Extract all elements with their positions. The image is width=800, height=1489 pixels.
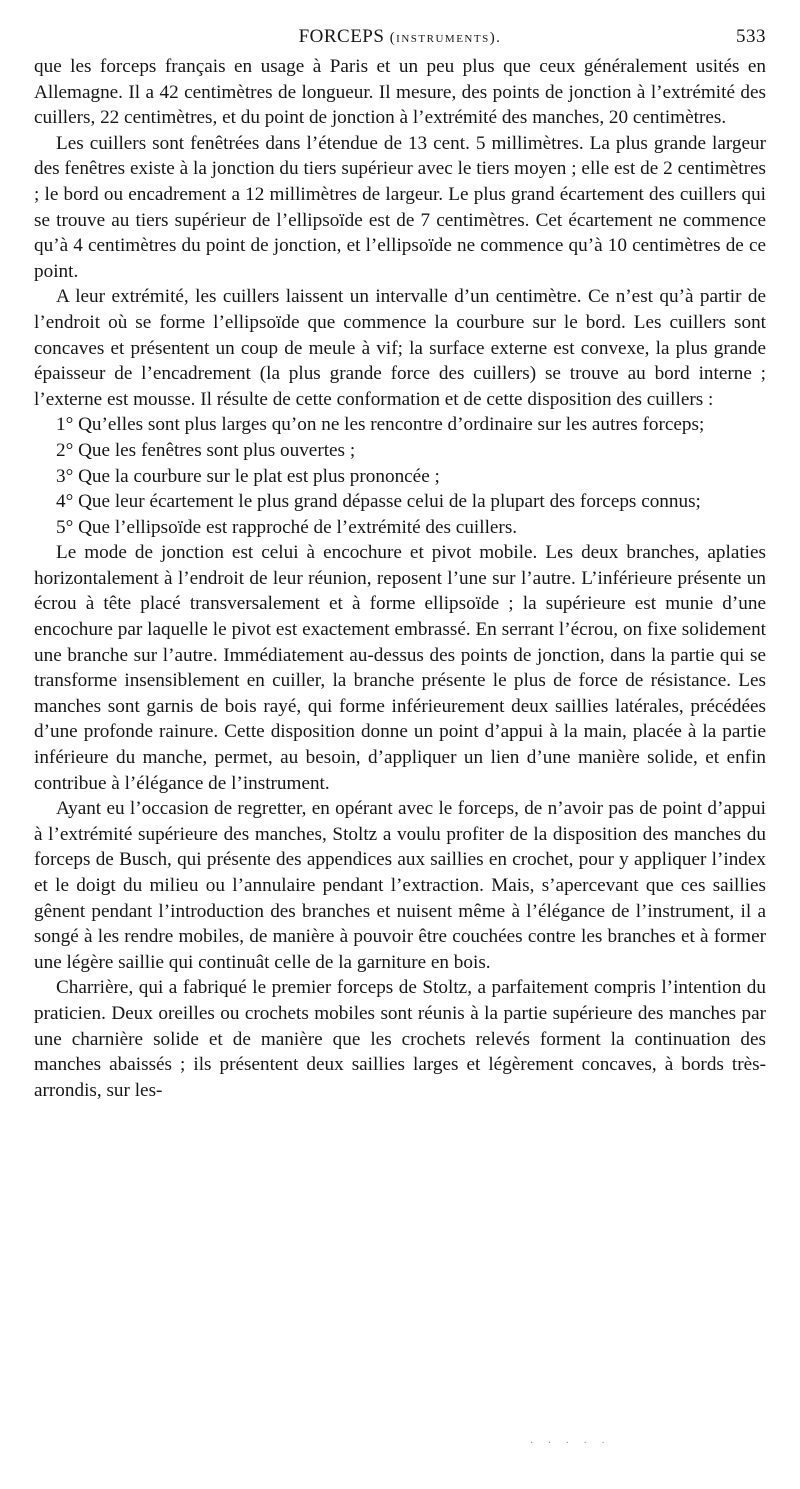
paragraph-4: Le mode de jonction est celui à encochure et pivot mobile. Les deux branches, aplaties horizontalement à l’endroit de leur réunion, reposent l’une sur l’autre. L’inférieure présente un écrou à tête placé transversalement et à forme ellipsoïde ; la supérieure est munie d’une encochure par laquelle le pivot est exactement embrassé. En serrant l’écrou, on fixe solidement une branche sur l’autre. Immédiatement au-dessus des points de jonction, dans la partie qui se transforme insensiblement en cuiller, la branche présente le plus de force de résistance. Les manches sont garnis de bois rayé, qui forme inférieurement deux saillies latérales, précédées d’une profonde rainure. Cette disposition donne un point d’appui à la main, placée à la partie inférieure du manche, permet, au besoin, d’appliquer un lien d’une manière solide, et enfin contribue à l’élégance de l’instrument.: [34, 542, 766, 794]
list-item-1: 1° Qu’elles sont plus larges qu’on ne les rencontre d’ordinaire sur les autres forceps;: [56, 414, 705, 436]
list-item-4: 4° Que leur écartement le plus grand dépasse celui de la plupart des forceps connus;: [56, 491, 701, 513]
running-title: [34, 26, 766, 48]
body-text: [34, 54, 766, 1103]
paragraph-6: Charrière, qui a fabriqué le premier forceps de Stoltz, a parfaitement compris l’intention du praticien. Deux oreilles ou crochets mobiles sont réunis à la partie supérieure des manches par une charnière solide et de manière que les crochets relevés forment la continuation des manches abaissés ; ils présentent deux saillies larges et légèrement concaves, à bords très-arrondis, sur les-: [34, 977, 766, 1101]
header-subtitle: (instruments).: [389, 30, 502, 46]
list-item-3: 3° Que la courbure sur le plat est plus prononcée ;: [56, 465, 440, 487]
page-number: 533: [736, 26, 766, 47]
paragraph-1: que les forceps français en usage à Paris et un peu plus que ceux généralement usités en Allemagne. Il a 42 centimètres de longueur. Il mesure, des points de jonction à l’extrémité des cuillers, 22 centimètres, et du point de jonction à l’extrémité des manches, 20 centimètres.: [34, 56, 766, 129]
running-head: [34, 26, 766, 54]
paragraph-2: Les cuillers sont fenêtrées dans l’étendue de 13 cent. 5 millimètres. La plus grande largeur des fenêtres existe à la jonction du tiers supérieur avec le tiers moyen ; elle est de 2 centimètres ; le bord ou encadrement a 12 millimètres de largeur. Le plus grand écartement des cuillers qui se trouve au tiers supérieur de l’ellipsoïde est de 7 centimètres. Cet écartement ne commence qu’à 4 centimètres du point de jonction, et l’ellipsoïde ne commence qu’à 10 centimètres de ce point.: [34, 132, 766, 282]
print-speckle-decoration: · · · · ·: [530, 1438, 611, 1449]
page: [34, 26, 766, 1103]
paragraph-5: Ayant eu l’occasion de regretter, en opérant avec le forceps, de n’avoir pas de point d’appui à l’extrémité supérieure des manches, Stoltz a voulu profiter de la disposition des manches du forceps de Busch, qui présente des appendices aux saillies en crochet, pour y appliquer l’index et le doigt du milieu ou l’annulaire pendant l’extraction. Mais, s’apercevant que ces saillies gênent pendant l’introduction des branches et nuisent même à l’élégance de l’instrument, il a songé à les rendre mobiles, de manière à pouvoir être couchées contre les branches et à former une légère saillie qui continuât celle de la garniture en bois.: [34, 798, 766, 973]
header-title: FORCEPS: [298, 26, 385, 47]
list-item-5: 5° Que l’ellipsoïde est rapproché de l’extrémité des cuillers.: [56, 516, 518, 538]
paragraph-3: A leur extrémité, les cuillers laissent un intervalle d’un centimètre. Ce n’est qu’à partir de l’endroit où se forme l’ellipsoïde que commence la courbure sur le bord. Les cuillers sont concaves et présentent un coup de meule à vif; la surface externe est convexe, la plus grande épaisseur de l’encadrement (la plus grande force des cuillers) se trouve au bord interne ; l’externe est mousse. Il résulte de cette conformation et de cette disposition des cuillers :: [34, 286, 766, 410]
list-item-2: 2° Que les fenêtres sont plus ouvertes ;: [56, 439, 356, 461]
